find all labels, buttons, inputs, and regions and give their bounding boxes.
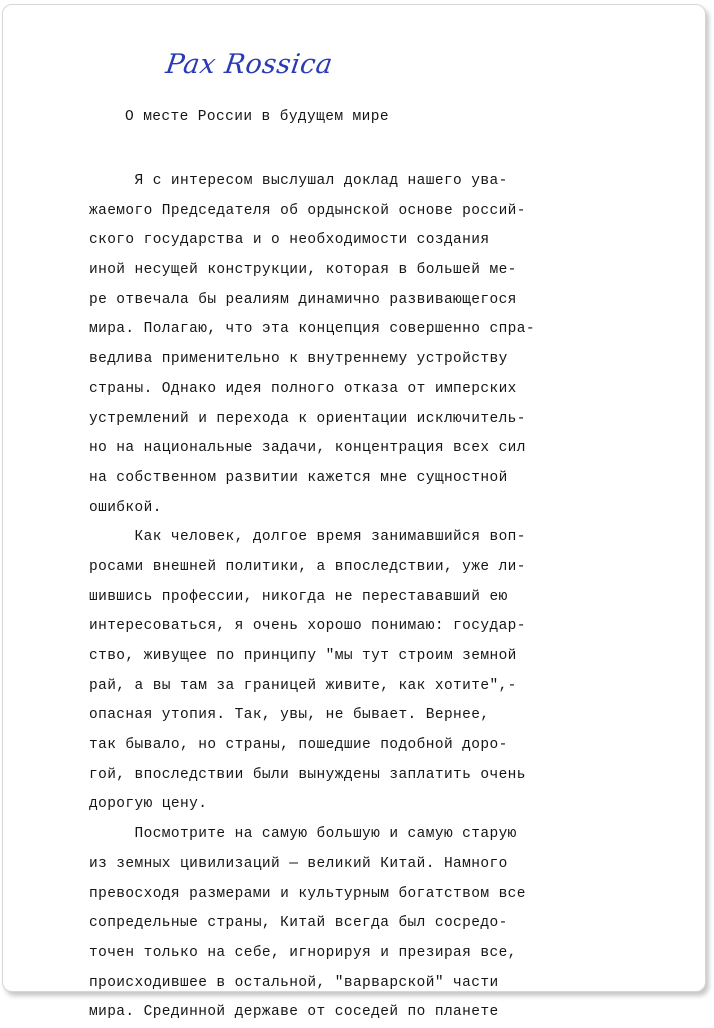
document-page (2, 4, 706, 1021)
text-line: ство, живущее по принципу "мы тут строим земной (89, 648, 517, 664)
text-line: превосходя размерами и культурным богатством все (89, 885, 526, 902)
text-line: из земных цивилизаций — великий Китай. Намного (89, 855, 508, 872)
text-line: устремлений и перехода к ориентации исключитель- (89, 410, 526, 427)
text-line: дорогую цену. (89, 796, 208, 813)
text-line: росами внешней политики, а впоследствии, уже ли- (89, 558, 526, 575)
text-line: гой, впоследствии были вынуждены заплатить очень (89, 766, 526, 783)
document-heading: О месте России в будущем мире (125, 109, 389, 125)
document-body (89, 167, 649, 1028)
text-line: ского государства и о необходимости создания (89, 232, 490, 249)
text-line: мира. Полагаю, что эта концепция совершенно спра- (89, 321, 535, 338)
text-line: сопредельные страны, Китай всегда был сосредо- (89, 915, 508, 932)
text-line: опасная утопия. Так, увы, не бывает. Вернее, (89, 707, 490, 724)
text-line: Я с интересом выслушал доклад нашего ува- (89, 173, 508, 189)
text-line: иной несущей конструкции, которая в большей ме- (89, 262, 517, 279)
text-line: интересоваться, я очень хорошо понимаю: госудаp- (89, 618, 526, 635)
paragraph-3 (89, 820, 649, 1028)
paragraph-1 (89, 167, 649, 523)
text-line: происходившее в остальной, "варварской" части (89, 974, 499, 991)
text-line: шившись профессии, никогда не перестававший ею (89, 588, 508, 605)
text-line: страны. Однако идея полного отказа от имперских (89, 380, 517, 397)
paragraph-2 (89, 523, 649, 820)
text-line: мира. Срединной державе от соседей по планете (89, 1004, 499, 1021)
text-line: так бывало, но страны, пошедшие подобной доро- (89, 737, 508, 754)
text-line: точен только на себе, игнорируя и презирая все, (89, 944, 517, 961)
text-line: но на национальные задачи, концентрация всех сил (89, 440, 526, 457)
text-line: ведлива применительно к внутреннему устройству (89, 351, 508, 368)
text-line: рай, а вы там за границей живите, как хотите",- (89, 677, 517, 694)
text-line: ошибкой. (89, 499, 162, 516)
text-line: ре отвечала бы реалиям динамично развивающегося (89, 291, 517, 308)
text-line: на собственном развитии кажется мне сущностной (89, 469, 508, 486)
text-line: Посмотрите на самую большую и самую старую (89, 826, 517, 843)
text-line: жаемого Председателя об ордынской основе россий- (89, 202, 526, 219)
handwritten-title: Pax Rossica (163, 49, 335, 80)
text-line: Как человек, долгое время занимавшийся воп- (89, 529, 526, 546)
